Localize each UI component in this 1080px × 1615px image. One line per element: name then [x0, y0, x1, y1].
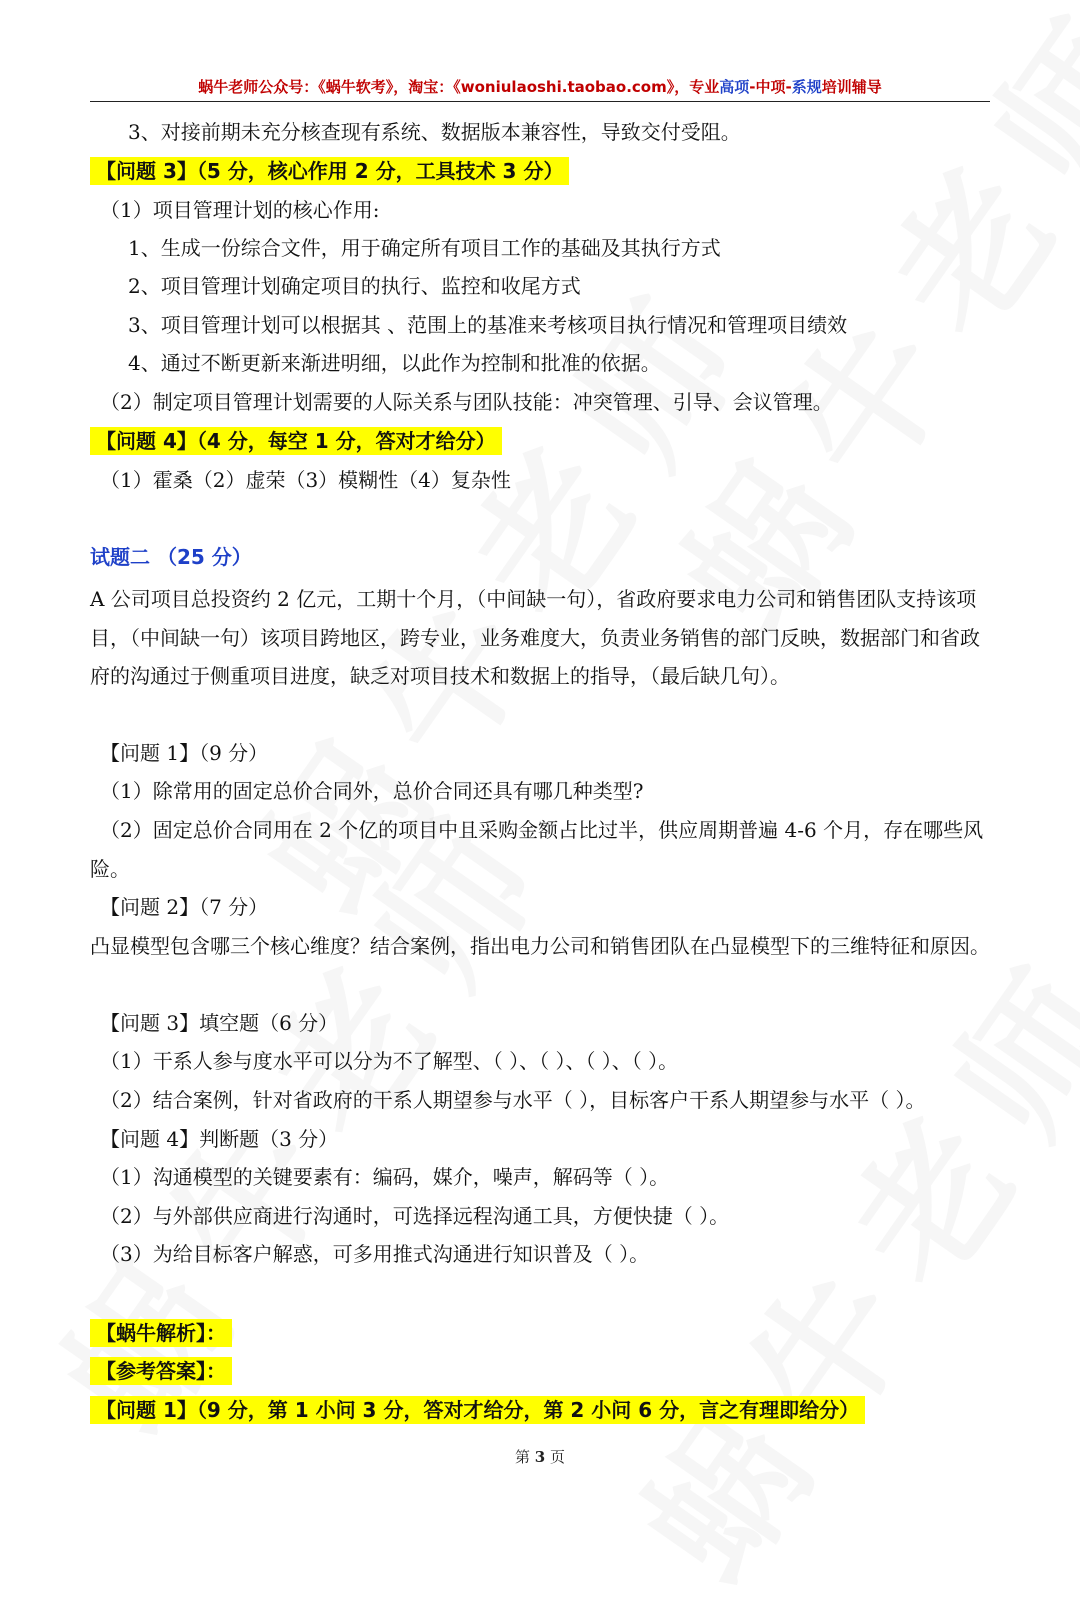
footer-text: 页	[545, 1448, 565, 1466]
answer-line: 4、通过不断更新来渐进明细，以此作为控制和批准的依据。	[128, 351, 661, 375]
question-heading: 【问题 4】判断题（3 分）	[100, 1127, 339, 1151]
footer-text: 第	[515, 1448, 535, 1466]
question-line: （2）与外部供应商进行沟通时，可选择远程沟通工具，方便快捷（ ）。	[100, 1204, 730, 1228]
page-header	[90, 76, 990, 102]
question-line: （3）为给目标客户解惑，可多用推式沟通进行知识普及（ ）。	[100, 1242, 650, 1266]
header-text: -中项-	[749, 78, 792, 96]
header-text: 培训辅导	[821, 78, 882, 96]
answer-line: 3、项目管理计划可以根据其 、范围上的基准来考核项目执行情况和管理项目绩效	[128, 313, 848, 337]
answer-line: （1）霍桑（2）虚荣（3）模糊性（4）复杂性	[100, 468, 511, 492]
question-heading: 【问题 3】填空题（6 分）	[100, 1011, 339, 1035]
question-line: （1）干系人参与度水平可以分为不了解型、（ ）、（ ）、（ ）、（ ）。	[100, 1049, 679, 1073]
question-line: （1）除常用的固定总价合同外，总价合同还具有哪几种类型?	[100, 779, 644, 803]
header-text: 蜗牛老师公众号：《蜗牛软考》，淘宝：《woniulaoshi.taobao.com》，专业	[198, 78, 720, 96]
answer-line: 2、项目管理计划确定项目的执行、监控和收尾方式	[128, 274, 581, 298]
question-heading: 【问题 1】（9 分，第 1 小问 3 分，答对才给分，第 2 小问 6 分，言之有理即给分）	[90, 1396, 865, 1424]
section-title: 试题二 （25 分）	[90, 545, 252, 569]
answer-heading: 【参考答案】：	[90, 1357, 232, 1385]
page-number: 3	[534, 1448, 546, 1466]
answer-line: 1、生成一份综合文件，用于确定所有项目工作的基础及其执行方式	[128, 236, 721, 260]
question-line: （2）结合案例，针对省政府的干系人期望参与水平（ ），目标客户干系人期望参与水平（ ）。	[100, 1088, 926, 1112]
answer-line: 3、对接前期未充分核查现有系统、数据版本兼容性，导致交付受阻。	[128, 120, 741, 144]
answer-line: （2）制定项目管理计划需要的人际关系与团队技能：冲突管理、引导、会议管理。	[100, 390, 833, 414]
header-text: 高项	[719, 78, 750, 96]
question-line: （2）固定总价合同用在 2 个亿的项目中且采购金额占比过半，供应周期普遍 4-6 个月，存在哪些风险。	[90, 818, 984, 881]
question-line: （1）沟通模型的关键要素有：编码，媒介，噪声，解码等（ ）。	[100, 1165, 670, 1189]
question-heading: 【问题 2】（7 分）	[100, 895, 269, 919]
question-heading: 【问题 3】（5 分，核心作用 2 分，工具技术 3 分）	[90, 157, 569, 185]
header-divider	[90, 101, 990, 102]
question-heading: 【问题 4】（4 分，每空 1 分，答对才给分）	[90, 427, 502, 455]
watermark	[585, 901, 1080, 1615]
case-paragraph: A 公司项目总投资约 2 亿元，工期十个月，（中间缺一句），省政府要求电力公司和销售团队支持该项目，（中间缺一句）该项目跨地区，跨专业，业务难度大，负责业务销售的部门反映，数据部门和省政府的沟通过于侧重项目进度，缺乏对项目技术和数据上的指导，（最后缺几句）。	[90, 587, 980, 688]
page-footer	[0, 1446, 1080, 1467]
question-heading: 【问题 1】（9 分）	[100, 741, 269, 765]
question-line: 凸显模型包含哪三个核心维度？结合案例，指出电力公司和销售团队在凸显模型下的三维特征和原因。	[90, 934, 990, 958]
answer-line: （1）项目管理计划的核心作用:	[100, 198, 380, 222]
analysis-heading: 【蜗牛解析】：	[90, 1319, 232, 1347]
header-text: 系规	[791, 78, 822, 96]
